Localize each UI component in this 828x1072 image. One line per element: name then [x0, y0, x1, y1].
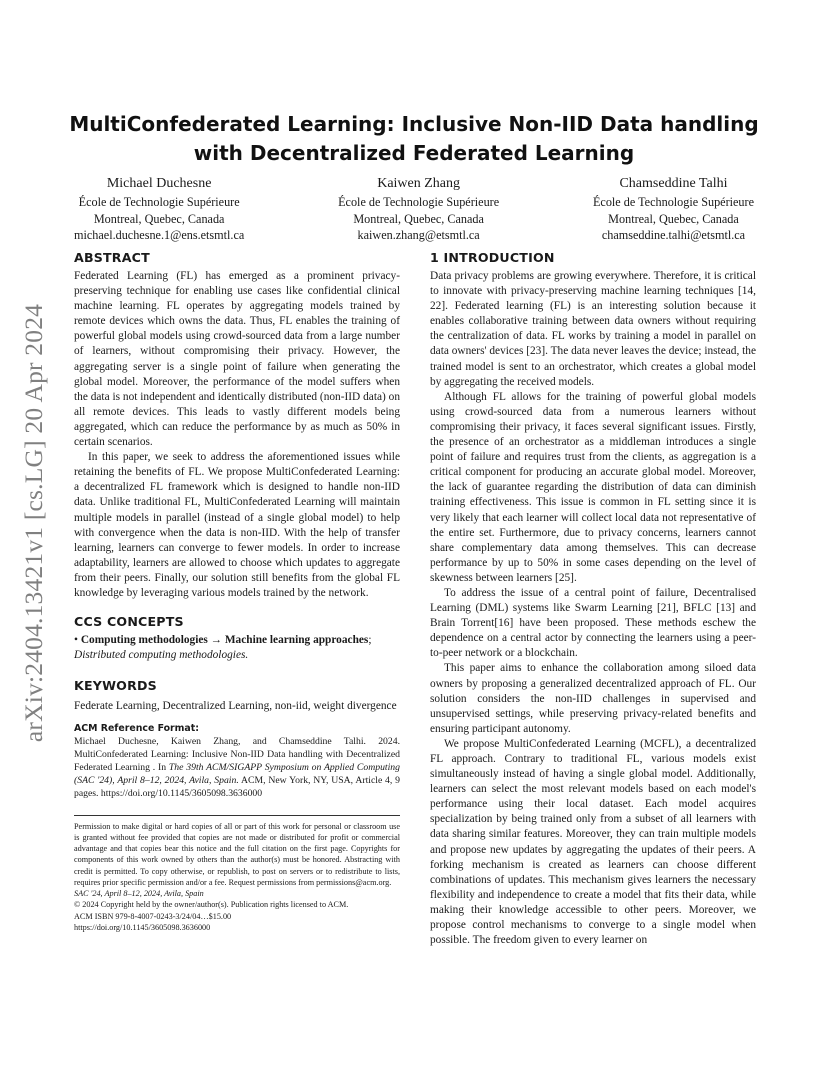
- keywords-text: Federate Learning, Decentralized Learning, non-iid, weight divergence: [74, 700, 397, 713]
- footnote-divider: [74, 815, 400, 816]
- author-3: [593, 174, 754, 244]
- keywords-heading: KEYWORDS: [74, 678, 157, 694]
- conference-info: SAC '24, April 8–12, 2024, Avila, Spain: [74, 889, 204, 899]
- ccs-heading: CCS CONCEPTS: [74, 614, 184, 630]
- author-email[interactable]: chamseddine.talhi@etsmtl.ca: [601, 228, 746, 242]
- acm-reference-text: Michael Duchesne, Kaiwen Zhang, and Chamseddine Talhi. 2024. MultiConfederated Learning: Inclusive Non-IID Data handling with Decentralized Federated Learning . In The 39th ACM/SIGAPP Symposium on Applied Computing (SAC '24), April 8–12, 2024, Avila, Spain. ACM, New York, NY, USA, Article 4, 9 pages. https://doi.org/10.1145/3605098.3636000: [74, 736, 400, 799]
- permission-notice: Permission to make digital or hard copies of all or part of this work for personal or classroom use is granted without fee provided that copies are not made or distributed for profit or commercial advantage and that copies bear this notice and the full citation on the first page. Copyrights for components of this work owned by others than the author(s) must be honored. Abstracting with credit is permitted. To copy otherwise, or republish, to post on servers or to redistribute to lists, requires prior specific permission and/or a fee. Request permissions from permissions@acm.org.: [74, 821, 400, 887]
- intro-paragraph-5: We propose MultiConfederated Learning (MCFL), a decentralized FL approach. Contrary to traditional FL, various models exist simultaneously instead of having a single global model. Additionally, learners can select the most relevant models based on each model's performance using their local dataset. Each model acquires specialization by being trained only from a subset of all learners with data sharing similar features. Moreover, they can train multiple models and propose new updates by aggregating the updates of their peers. A forking mechanism is created as learners can choose different combinations of updates. This mechanism gives learners the necessary flexibility and independence to create a model that fits their data, while making their knowledge accessible to other peers. Moreover, we propose control mechanisms to converge to a single model when possible. The freedom given to every learner on: [430, 737, 756, 947]
- intro-paragraph-1: Data privacy problems are growing everywhere. Therefore, it is critical to innovate with privacy-preserving machine learning techniques [14, 22]. Federated learning (FL) is an interesting solution because it enables collaborative training between data owners without requiring the centralization of data. FL works by training a model in parallel on data owners' devices [23]. The data never leaves the device; instead, the trained model is sent to an orchestrator, which creates a global model by aggregating the received models.: [430, 270, 756, 388]
- ccs-separator: ;: [368, 634, 372, 647]
- author-affiliation: École de Technologie Supérieure: [338, 195, 500, 209]
- paper-title: MultiConfederated Learning: Inclusive Non-IID Data handling with Decentralized Federated Learning: [69, 112, 759, 165]
- author-email[interactable]: michael.duchesne.1@ens.etsmtl.ca: [74, 228, 245, 242]
- author-affiliation: École de Technologie Supérieure: [592, 195, 754, 209]
- doi-link[interactable]: https://doi.org/10.1145/3605098.3636000: [74, 922, 211, 932]
- abstract-paragraph-1: Federated Learning (FL) has emerged as a prominent privacy-preserving technique for enabling use cases like confidential clinical machine learning. FL operates by aggregating models trained by remote devices which owns the data. Thus, FL enables the training of powerful global models using crowd-sourced data from a large number of learners, without compromising their privacy. However, the aggregating server is a single point of failure when generating the global model. Moreover, the performance of the model suffers when the data is not independent and identically distributed (non-IID data) on all remote devices. This leads to vastly different models being aggregated, which can reduce the performance by as much as 50% in certain scenarios.: [74, 270, 400, 449]
- intro-paragraph-3: To address the issue of a central point of failure, Decentralised Learning (DML) systems like Swarm Learning [21], BFLC [13] and Brain Torrent[16] have been proposed. These methods eschew the dependence on a central actor by connecting the learners using a peer-to-peer network or a blockchain.: [430, 586, 756, 660]
- intro-paragraph-2: Although FL allows for the training of powerful global models using crowd-sourced data from a numerous learners without compromising their privacy, it faces several significant issues. Firstly, the presence of an orchestrator as a middleman introduces a single point of failure and requires trust from the clients, as aggregation is a critical component for producing an accurate global model. Moreover, the lack of guarantee regarding the distribution of data can diminish training effectiveness. This issue is common in FL setting since it is very likely that each learner will collect local data not representative of the entire set. Furthermore, due to privacy concerns, learners cannot share complementary data among themselves. This can decrease performance by up to 50% in some cases depending on the level of skewness between learners [25].: [430, 390, 756, 584]
- author-location: Montreal, Quebec, Canada: [353, 211, 484, 226]
- right-column: [430, 250, 756, 948]
- author-affiliation: École de Technologie Supérieure: [78, 195, 240, 209]
- author-location: Montreal, Quebec, Canada: [93, 211, 225, 226]
- author-2: [338, 174, 499, 244]
- ccs-bullet: •: [74, 634, 78, 647]
- ccs-primary-concept: Computing methodologies → Machine learning approaches: [80, 634, 369, 647]
- acm-reference-heading: ACM Reference Format:: [74, 723, 199, 735]
- author-name: Michael Duchesne: [106, 176, 212, 191]
- ccs-concepts: [74, 633, 400, 663]
- author-block: [74, 174, 754, 244]
- author-email[interactable]: kaiwen.zhang@etsmtl.ca: [357, 228, 480, 242]
- isbn: ACM ISBN 979-8-4007-0243-3/24/04…$15.00: [74, 911, 232, 921]
- left-column: [74, 250, 400, 933]
- arxiv-identifier: arXiv:2404.13421v1 [cs.LG] 20 Apr 2024: [19, 303, 48, 743]
- author-location: Montreal, Quebec, Canada: [608, 211, 739, 226]
- author-name: Kaiwen Zhang: [377, 176, 461, 191]
- author-name: Chamseddine Talhi: [619, 176, 728, 191]
- introduction-heading: 1 INTRODUCTION: [430, 250, 555, 265]
- copyright-notice: © 2024 Copyright held by the owner/author(s). Publication rights licensed to ACM.: [74, 900, 349, 910]
- intro-paragraph-4: This paper aims to enhance the collaboration among siloed data owners by proposing a generalized decentralized approach of FL. Our solution considers the non-IID challenges in supervised and unsupervised settings, while preserving privacy-related benefits and ensuring participant autonomy.: [430, 662, 756, 735]
- author-1: [74, 174, 244, 244]
- ccs-secondary-concept: Distributed computing methodologies.: [74, 649, 249, 662]
- abstract-heading: ABSTRACT: [74, 250, 150, 265]
- abstract-paragraph-2: In this paper, we seek to address the aforementioned issues while retaining the benefits of FL. We propose MultiConfederated Learning: a decentralized FL framework which is designed to handle non-IID data. Unlike traditional FL, MultiConfederated Learning will maintain multiple models in parallel (instead of a single global model) to help with convergence when the data is non-IID. With the help of transfer learning, learners can converge to fewer models. In order to increase adaptability, learners are allowed to choose which updates to aggregate from their peers. Finally, our solution still benefits from the global FL knowledge by leveraging various models trained by the network.: [74, 451, 400, 599]
